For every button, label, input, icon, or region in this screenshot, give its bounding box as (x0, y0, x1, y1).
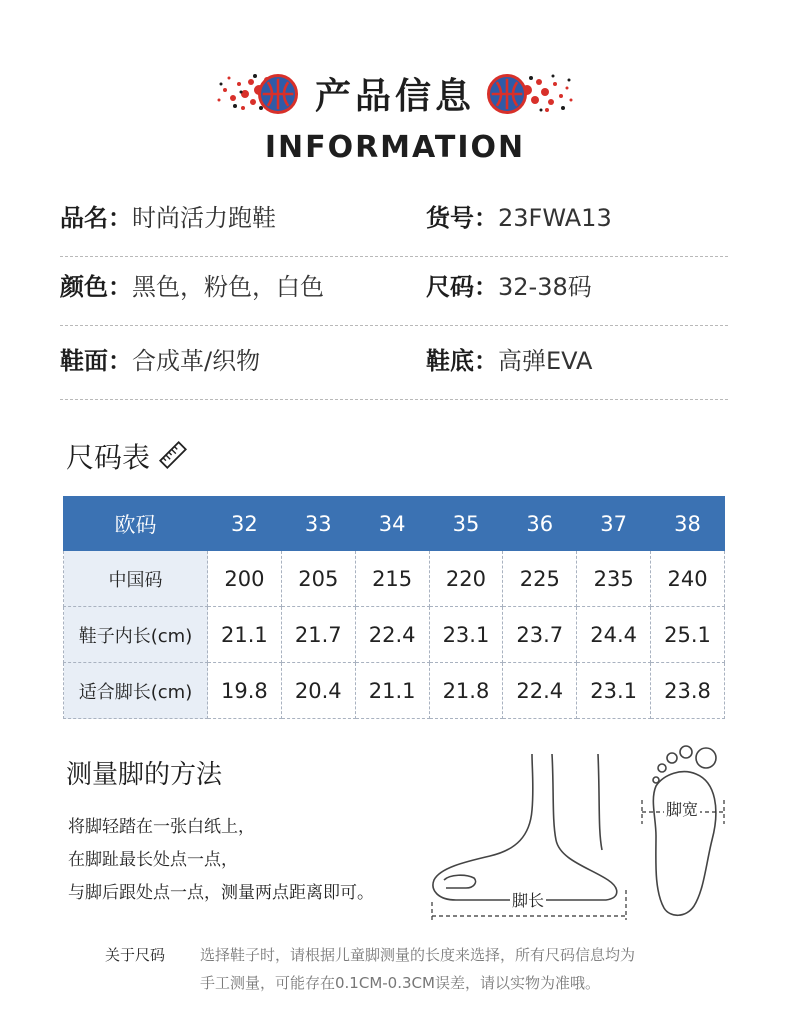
info-field (60, 181, 276, 255)
table-header-row (64, 497, 725, 551)
table-cell: 21.1 (208, 607, 282, 663)
size-chart-title: 尺码表 (66, 441, 151, 474)
table-header-cell: 38 (651, 497, 725, 551)
field-label: 尺码： (426, 273, 498, 301)
table-cell: 22.4 (355, 607, 429, 663)
ruler-icon (158, 440, 188, 470)
table-cell: 200 (208, 551, 282, 607)
foot-length-label: 脚长 (510, 888, 546, 911)
info-field (426, 250, 592, 324)
table-cell: 23.1 (429, 607, 503, 663)
table-cell: 24.4 (577, 607, 651, 663)
foot-width-label: 脚宽 (664, 797, 700, 820)
table-cell: 21.8 (429, 663, 503, 719)
measure-title: 测量脚的方法 (66, 760, 223, 790)
table-cell: 23.7 (503, 607, 577, 663)
table-header-cell: 36 (503, 497, 577, 551)
table-cell: 235 (577, 551, 651, 607)
field-label: 鞋面： (60, 347, 132, 375)
table-header-cell: 34 (355, 497, 429, 551)
field-label: 品名： (60, 204, 132, 232)
field-label: 颜色： (60, 273, 132, 301)
table-cell: 215 (355, 551, 429, 607)
info-row (60, 324, 728, 400)
table-cell: 22.4 (503, 663, 577, 719)
table-header-cell: 32 (208, 497, 282, 551)
field-value: 时尚活力跑鞋 (132, 204, 276, 232)
measure-instruction: 在脚趾最长处点一点， (68, 850, 238, 870)
basketball-icon (258, 74, 298, 114)
field-value: 32-38码 (498, 273, 592, 301)
info-field (426, 324, 592, 398)
table-cell: 23.1 (577, 663, 651, 719)
size-chart-table (63, 496, 725, 719)
field-value: 合成革/织物 (132, 347, 261, 375)
table-row-label: 适合脚长(cm) (64, 663, 208, 719)
field-value: 23FWA13 (498, 204, 612, 232)
field-value: 黑色，粉色，白色 (132, 273, 324, 301)
foot-side-icon (433, 754, 617, 900)
table-cell: 21.1 (355, 663, 429, 719)
table-header-cell: 欧码 (64, 497, 208, 551)
page-subtitle: INFORMATION (264, 130, 526, 165)
size-note-text: 手工测量，可能存在0.1CM-0.3CM误差，请以实物为准哦。 (200, 974, 600, 992)
table-cell: 25.1 (651, 607, 725, 663)
table-cell: 225 (503, 551, 577, 607)
table-header-cell: 33 (281, 497, 355, 551)
table-header-cell: 35 (429, 497, 503, 551)
section-header (0, 60, 790, 120)
foot-top-icon (653, 746, 716, 915)
info-field (426, 181, 612, 255)
field-label: 鞋底： (426, 347, 498, 375)
table-cell: 21.7 (281, 607, 355, 663)
info-row (60, 250, 728, 326)
table-cell: 19.8 (208, 663, 282, 719)
table-cell: 220 (429, 551, 503, 607)
table-row (64, 607, 725, 663)
table-row (64, 551, 725, 607)
table-cell: 23.8 (651, 663, 725, 719)
field-value: 高弹EVA (498, 347, 593, 375)
table-row (64, 663, 725, 719)
size-note-text: 选择鞋子时，请根据儿童脚测量的长度来选择，所有尺码信息均为 (200, 946, 636, 964)
table-cell: 205 (281, 551, 355, 607)
table-cell: 240 (651, 551, 725, 607)
size-note-label: 关于尺码 (105, 946, 166, 964)
page-title: 产品信息 (314, 76, 475, 117)
table-row-label: 中国码 (64, 551, 208, 607)
foot-measure-illustration (420, 740, 740, 920)
table-header-cell: 37 (577, 497, 651, 551)
info-field (60, 324, 260, 398)
measure-instruction: 与脚后跟处点一点，测量两点距离即可。 (68, 883, 374, 903)
measure-instruction: 将脚轻踏在一张白纸上， (68, 817, 255, 837)
info-field (60, 250, 324, 324)
info-row (60, 181, 728, 257)
basketball-icon (487, 74, 527, 114)
table-cell: 20.4 (281, 663, 355, 719)
field-label: 货号： (426, 204, 498, 232)
table-row-label: 鞋子内长(cm) (64, 607, 208, 663)
